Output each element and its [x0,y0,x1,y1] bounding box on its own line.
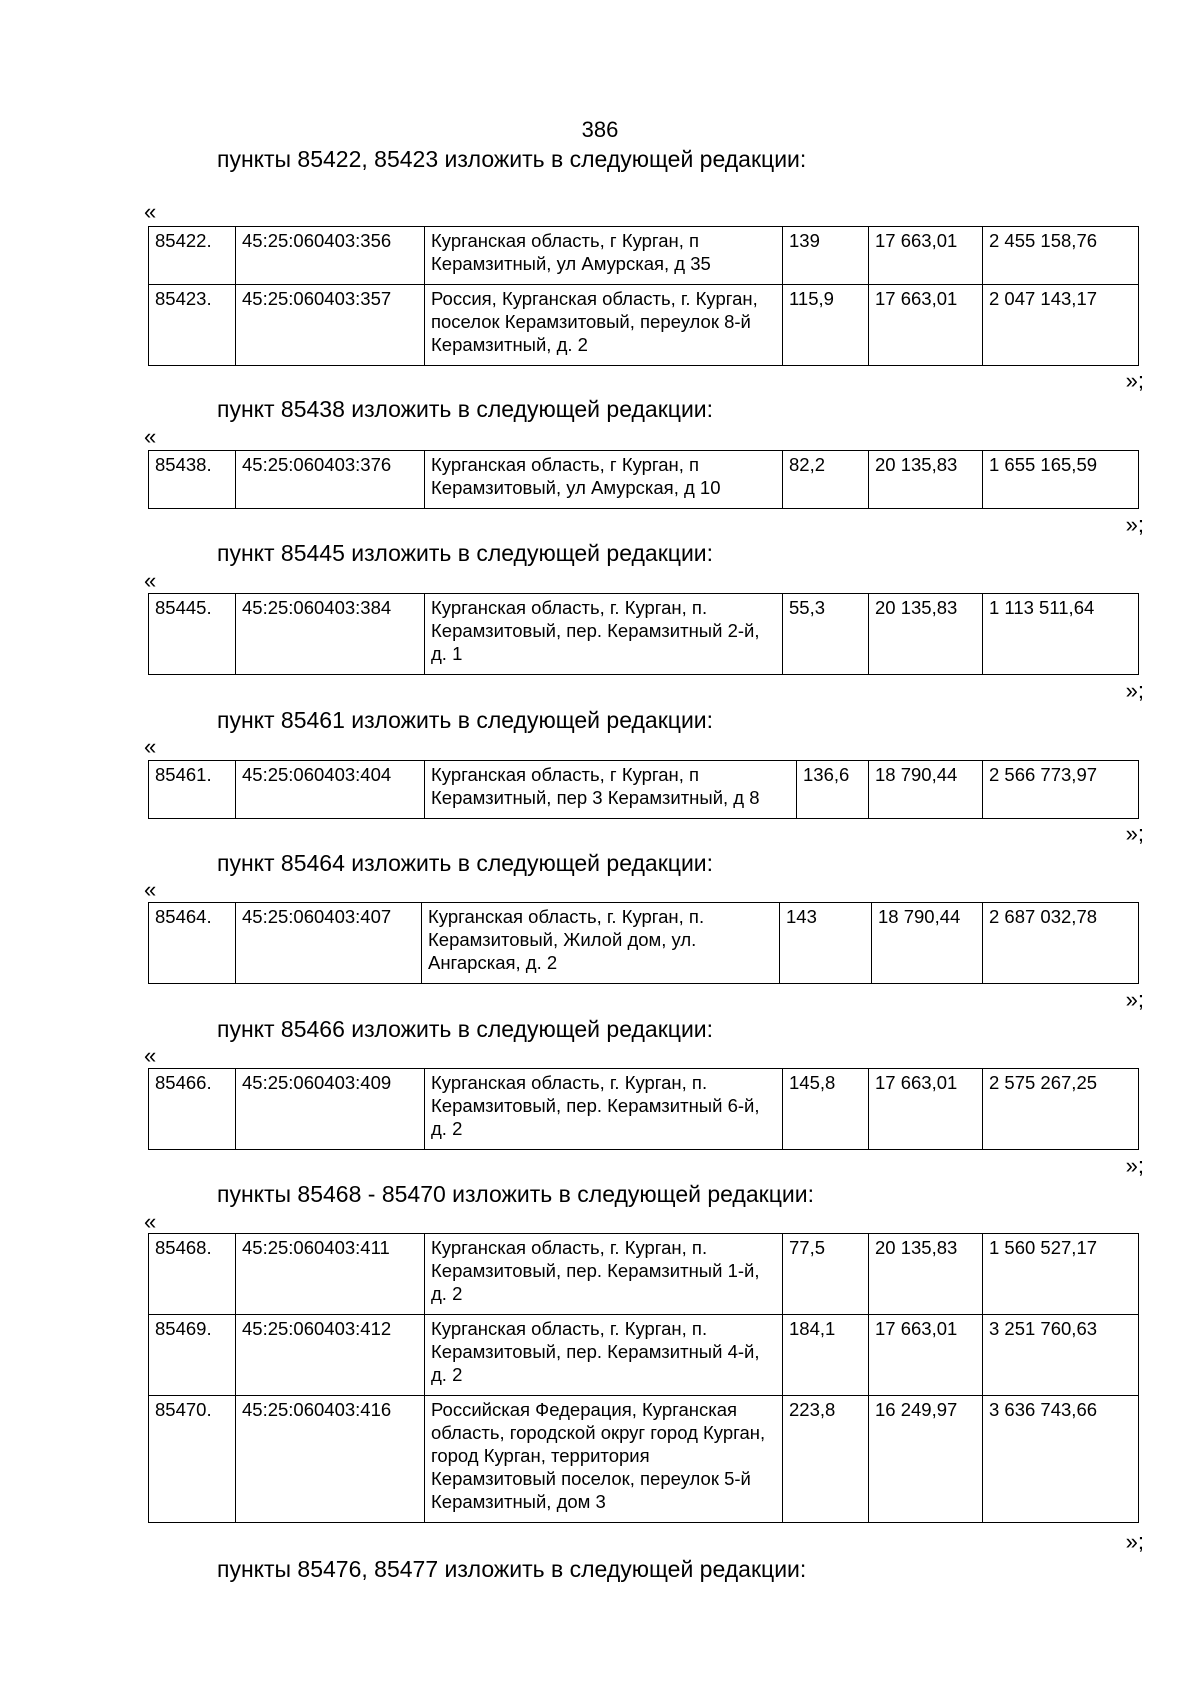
address: Курганская область, г. Курган, п. Керамзитовый, пер. Керамзитный 1-й, д. 2 [425,1234,783,1315]
cadastral-number: 45:25:060403:412 [236,1315,425,1396]
address: Россия, Курганская область, г. Курган, поселок Керамзитовый, переулок 8-й Керамзитный, д. 2 [425,285,783,366]
rate: 20 135,83 [869,451,983,509]
area: 143 [780,903,872,984]
area: 55,3 [783,594,869,675]
cadastral-value: 1 655 165,59 [983,451,1139,509]
close-quote: »; [1125,987,1144,1012]
item-number: 85438. [149,451,236,509]
close-quote: »; [1125,512,1144,537]
rate: 17 663,01 [869,1315,983,1396]
item-number: 85422. [149,227,236,285]
rate: 20 135,83 [869,1234,983,1315]
cadastral-number: 45:25:060403:356 [236,227,425,285]
area: 82,2 [783,451,869,509]
cadastral-number: 45:25:060403:416 [236,1396,425,1523]
cadastral-value: 2 566 773,97 [983,761,1139,819]
table-row [149,285,1139,366]
table-row [149,1315,1139,1396]
close-quote: »; [1125,821,1144,846]
register-table [148,760,1139,819]
section-heading: пункт 85464 изложить в следующей редакции: [217,850,714,876]
cadastral-number: 45:25:060403:384 [236,594,425,675]
item-number: 85464. [149,903,236,984]
section-heading: пункт 85461 изложить в следующей редакции: [217,707,714,733]
item-number: 85470. [149,1396,236,1523]
table-row [149,761,1139,819]
cadastral-value: 2 687 032,78 [983,903,1139,984]
open-quote: « [144,1043,157,1068]
close-quote: »; [1125,678,1144,703]
table-row [149,227,1139,285]
table-row [149,1234,1139,1315]
rate: 18 790,44 [869,761,983,819]
address: Курганская область, г. Курган, п. Керамзитовый, пер. Керамзитный 4-й, д. 2 [425,1315,783,1396]
open-quote: « [144,568,157,593]
section-heading: пункт 85466 изложить в следующей редакции: [217,1016,714,1042]
area: 145,8 [783,1069,869,1150]
table-row [149,903,1139,984]
address: Курганская область, г Курган, п Керамзитный, ул Амурская, д 35 [425,227,783,285]
item-number: 85445. [149,594,236,675]
address: Российская Федерация, Курганская область, городской округ город Курган, город Курган, территория Керамзитовый поселок, переулок 5-й Керамзитный, дом 3 [425,1396,783,1523]
rate: 18 790,44 [872,903,983,984]
rate: 20 135,83 [869,594,983,675]
section-heading: пункты 85476, 85477 изложить в следующей редакции: [217,1556,807,1582]
rate: 17 663,01 [869,227,983,285]
address: Курганская область, г. Курган, п. Керамзитовый, пер. Керамзитный 6-й, д. 2 [425,1069,783,1150]
rate: 17 663,01 [869,285,983,366]
address: Курганская область, г. Курган, п. Керамзитовый, Жилой дом, ул. Ангарская, д. 2 [422,903,780,984]
item-number: 85468. [149,1234,236,1315]
area: 77,5 [783,1234,869,1315]
address: Курганская область, г Курган, п Керамзитовый, ул Амурская, д 10 [425,451,783,509]
cadastral-number: 45:25:060403:407 [236,903,422,984]
open-quote: « [144,424,157,449]
cadastral-value: 2 575 267,25 [983,1069,1139,1150]
cadastral-value: 2 047 143,17 [983,285,1139,366]
section-heading: пункт 85445 изложить в следующей редакции: [217,540,714,566]
open-quote: « [144,199,157,224]
register-table [148,1233,1139,1523]
rate: 16 249,97 [869,1396,983,1523]
table-row [149,451,1139,509]
area: 136,6 [797,761,869,819]
section-heading: пункт 85438 изложить в следующей редакции: [217,396,714,422]
cadastral-value: 3 251 760,63 [983,1315,1139,1396]
item-number: 85423. [149,285,236,366]
table-row [149,594,1139,675]
item-number: 85469. [149,1315,236,1396]
item-number: 85461. [149,761,236,819]
table-row [149,1069,1139,1150]
cadastral-value: 3 636 743,66 [983,1396,1139,1523]
address: Курганская область, г. Курган, п. Керамзитовый, пер. Керамзитный 2-й, д. 1 [425,594,783,675]
register-table [148,450,1139,509]
register-table [148,226,1139,366]
cadastral-value: 1 113 511,64 [983,594,1139,675]
close-quote: »; [1125,368,1144,393]
register-table [148,593,1139,675]
area: 223,8 [783,1396,869,1523]
close-quote: »; [1125,1153,1144,1178]
cadastral-value: 1 560 527,17 [983,1234,1139,1315]
section-heading: пункты 85422, 85423 изложить в следующей редакции: [217,146,807,172]
cadastral-number: 45:25:060403:411 [236,1234,425,1315]
area: 139 [783,227,869,285]
register-table [148,902,1139,984]
close-quote: »; [1125,1529,1144,1554]
item-number: 85466. [149,1069,236,1150]
register-table [148,1068,1139,1150]
cadastral-number: 45:25:060403:404 [236,761,425,819]
page-number: 386 [581,117,619,142]
area: 184,1 [783,1315,869,1396]
area: 115,9 [783,285,869,366]
section-heading: пункты 85468 - 85470 изложить в следующей редакции: [217,1181,814,1207]
cadastral-number: 45:25:060403:357 [236,285,425,366]
cadastral-number: 45:25:060403:376 [236,451,425,509]
open-quote: « [144,734,157,759]
rate: 17 663,01 [869,1069,983,1150]
open-quote: « [144,877,157,902]
cadastral-value: 2 455 158,76 [983,227,1139,285]
cadastral-number: 45:25:060403:409 [236,1069,425,1150]
table-row [149,1396,1139,1523]
open-quote: « [144,1209,157,1234]
address: Курганская область, г Курган, п Керамзитный, пер 3 Керамзитный, д 8 [425,761,797,819]
